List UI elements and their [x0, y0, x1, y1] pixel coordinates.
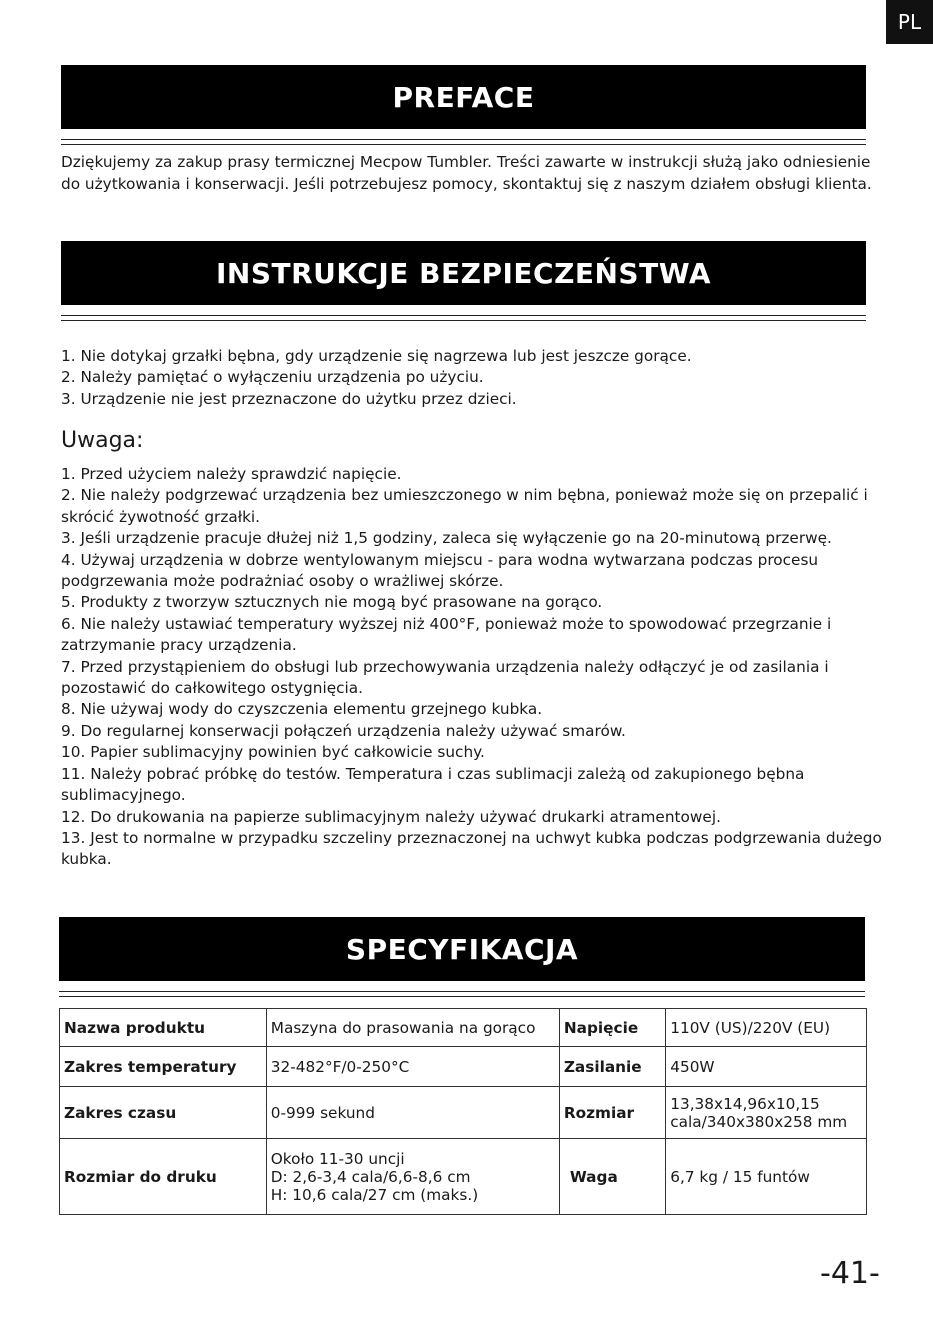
spec-value: 0-999 sekund [266, 1087, 559, 1139]
spec-value-line: H: 10,6 cala/27 cm (maks.) [270, 1185, 479, 1204]
spec-title: SPECYFIKACJA [345, 932, 579, 966]
spec-banner [59, 917, 865, 981]
list-item: 13. Jest to normalne w przypadku szczeliny przeznaczonej na uchwyt kubka podczas podgrzewania dużego kubka. [61, 828, 882, 869]
spec-value: 6,7 kg / 15 funtów [666, 1139, 867, 1215]
list-item: 4. Używaj urządzenia w dobrze wentylowanym miejscu - para wodna wytwarzana podczas procesu podgrzewania może podrażniać osoby o wrażliwej skórze. [61, 550, 819, 591]
list-item: 7. Przed przystąpieniem do obsługi lub przechowywania urządzenia należy odłączyć je od zasilania i pozostawić do całkowitego ostygnięcia. [61, 657, 829, 698]
spec-label: Zakres temperatury [60, 1047, 267, 1087]
spec-value: 13,38x14,96x10,15 cala/340x380x258 mm [666, 1087, 867, 1139]
spec-value: 32-482°F/0-250°C [266, 1047, 559, 1087]
spec-table [59, 1008, 867, 1215]
spec-label: Waga [559, 1139, 665, 1215]
divider [59, 991, 865, 992]
preface-banner [61, 65, 866, 129]
table-row [60, 1139, 867, 1215]
language-tab: PL [886, 0, 933, 44]
safety-banner [61, 241, 866, 305]
preface-title: PREFACE [392, 80, 535, 114]
warning-title: Uwaga: [61, 428, 144, 453]
list-item: 1. Przed użyciem należy sprawdzić napięcie. [61, 465, 402, 483]
table-row [60, 1087, 867, 1139]
safety-list [61, 346, 893, 410]
divider [61, 139, 866, 140]
page-number: -41- [820, 1256, 880, 1291]
list-item: 6. Nie należy ustawiać temperatury wyższej niż 400°F, ponieważ może to spowodować przegrzanie i zatrzymanie pracy urządzenia. [61, 614, 832, 655]
preface-text: Dziękujemy za zakup prasy termicznej Mecpow Tumbler. Treści zawarte w instrukcji służą jako odniesienie do użytkowania i konserwacji. Jeśli potrzebujesz pomocy, skontaktuj się z naszym działem obsługi klienta. [61, 153, 872, 193]
spec-value [266, 1139, 559, 1215]
spec-label: Zakres czasu [60, 1087, 267, 1139]
spec-label: Napięcie [559, 1009, 665, 1047]
divider [61, 320, 866, 321]
list-item: 12. Do drukowania na papierze sublimacyjnym należy używać drukarki atramentowej. [61, 807, 721, 826]
list-item: 1. Nie dotykaj grzałki bębna, gdy urządzenie się nagrzewa lub jest jeszcze gorące. [61, 347, 692, 365]
table-row [60, 1009, 867, 1047]
list-item: 2. Należy pamiętać o wyłączeniu urządzenia po użyciu. [61, 368, 484, 387]
list-item: 3. Jeśli urządzenie pracuje dłużej niż 1,5 godziny, zaleca się wyłączenie go na 20-minutową przerwę. [61, 529, 832, 548]
safety-title: INSTRUKCJE BEZPIECZEŃSTWA [215, 256, 711, 290]
spec-label: Rozmiar [559, 1087, 665, 1139]
list-item: 8. Nie używaj wody do czyszczenia elementu grzejnego kubka. [61, 700, 543, 719]
list-item: 9. Do regularnej konserwacji połączeń urządzenia należy używać smarów. [61, 721, 626, 740]
spec-value: Maszyna do prasowania na gorąco [266, 1009, 559, 1047]
list-item: 11. Należy pobrać próbkę do testów. Temperatura i czas sublimacji zależą od zakupionego bębna sublimacyjnego. [61, 764, 805, 805]
divider [61, 144, 866, 145]
list-item: 10. Papier sublimacyjny powinien być całkowicie suchy. [61, 743, 485, 762]
spec-value-line: D: 2,6-3,4 cala/6,6-8,6 cm [270, 1167, 471, 1186]
list-item: 5. Produkty z tworzyw sztucznych nie mogą być prasowane na gorąco. [61, 593, 603, 612]
spec-value: 450W [666, 1047, 867, 1087]
table-row [60, 1047, 867, 1087]
divider [59, 996, 865, 997]
divider [61, 315, 866, 316]
spec-label: Zasilanie [559, 1047, 665, 1087]
warning-list [61, 464, 893, 871]
spec-label: Nazwa produktu [60, 1009, 267, 1047]
spec-label: Rozmiar do druku [60, 1139, 267, 1215]
spec-value: 110V (US)/220V (EU) [666, 1009, 867, 1047]
list-item: 3. Urządzenie nie jest przeznaczone do użytku przez dzieci. [61, 389, 517, 408]
list-item: 2. Nie należy podgrzewać urządzenia bez umieszczonego w nim bębna, ponieważ może się on przepalić i skrócić żywotność grzałki. [61, 486, 868, 526]
spec-value-line: Około 11-30 uncji [270, 1149, 405, 1168]
